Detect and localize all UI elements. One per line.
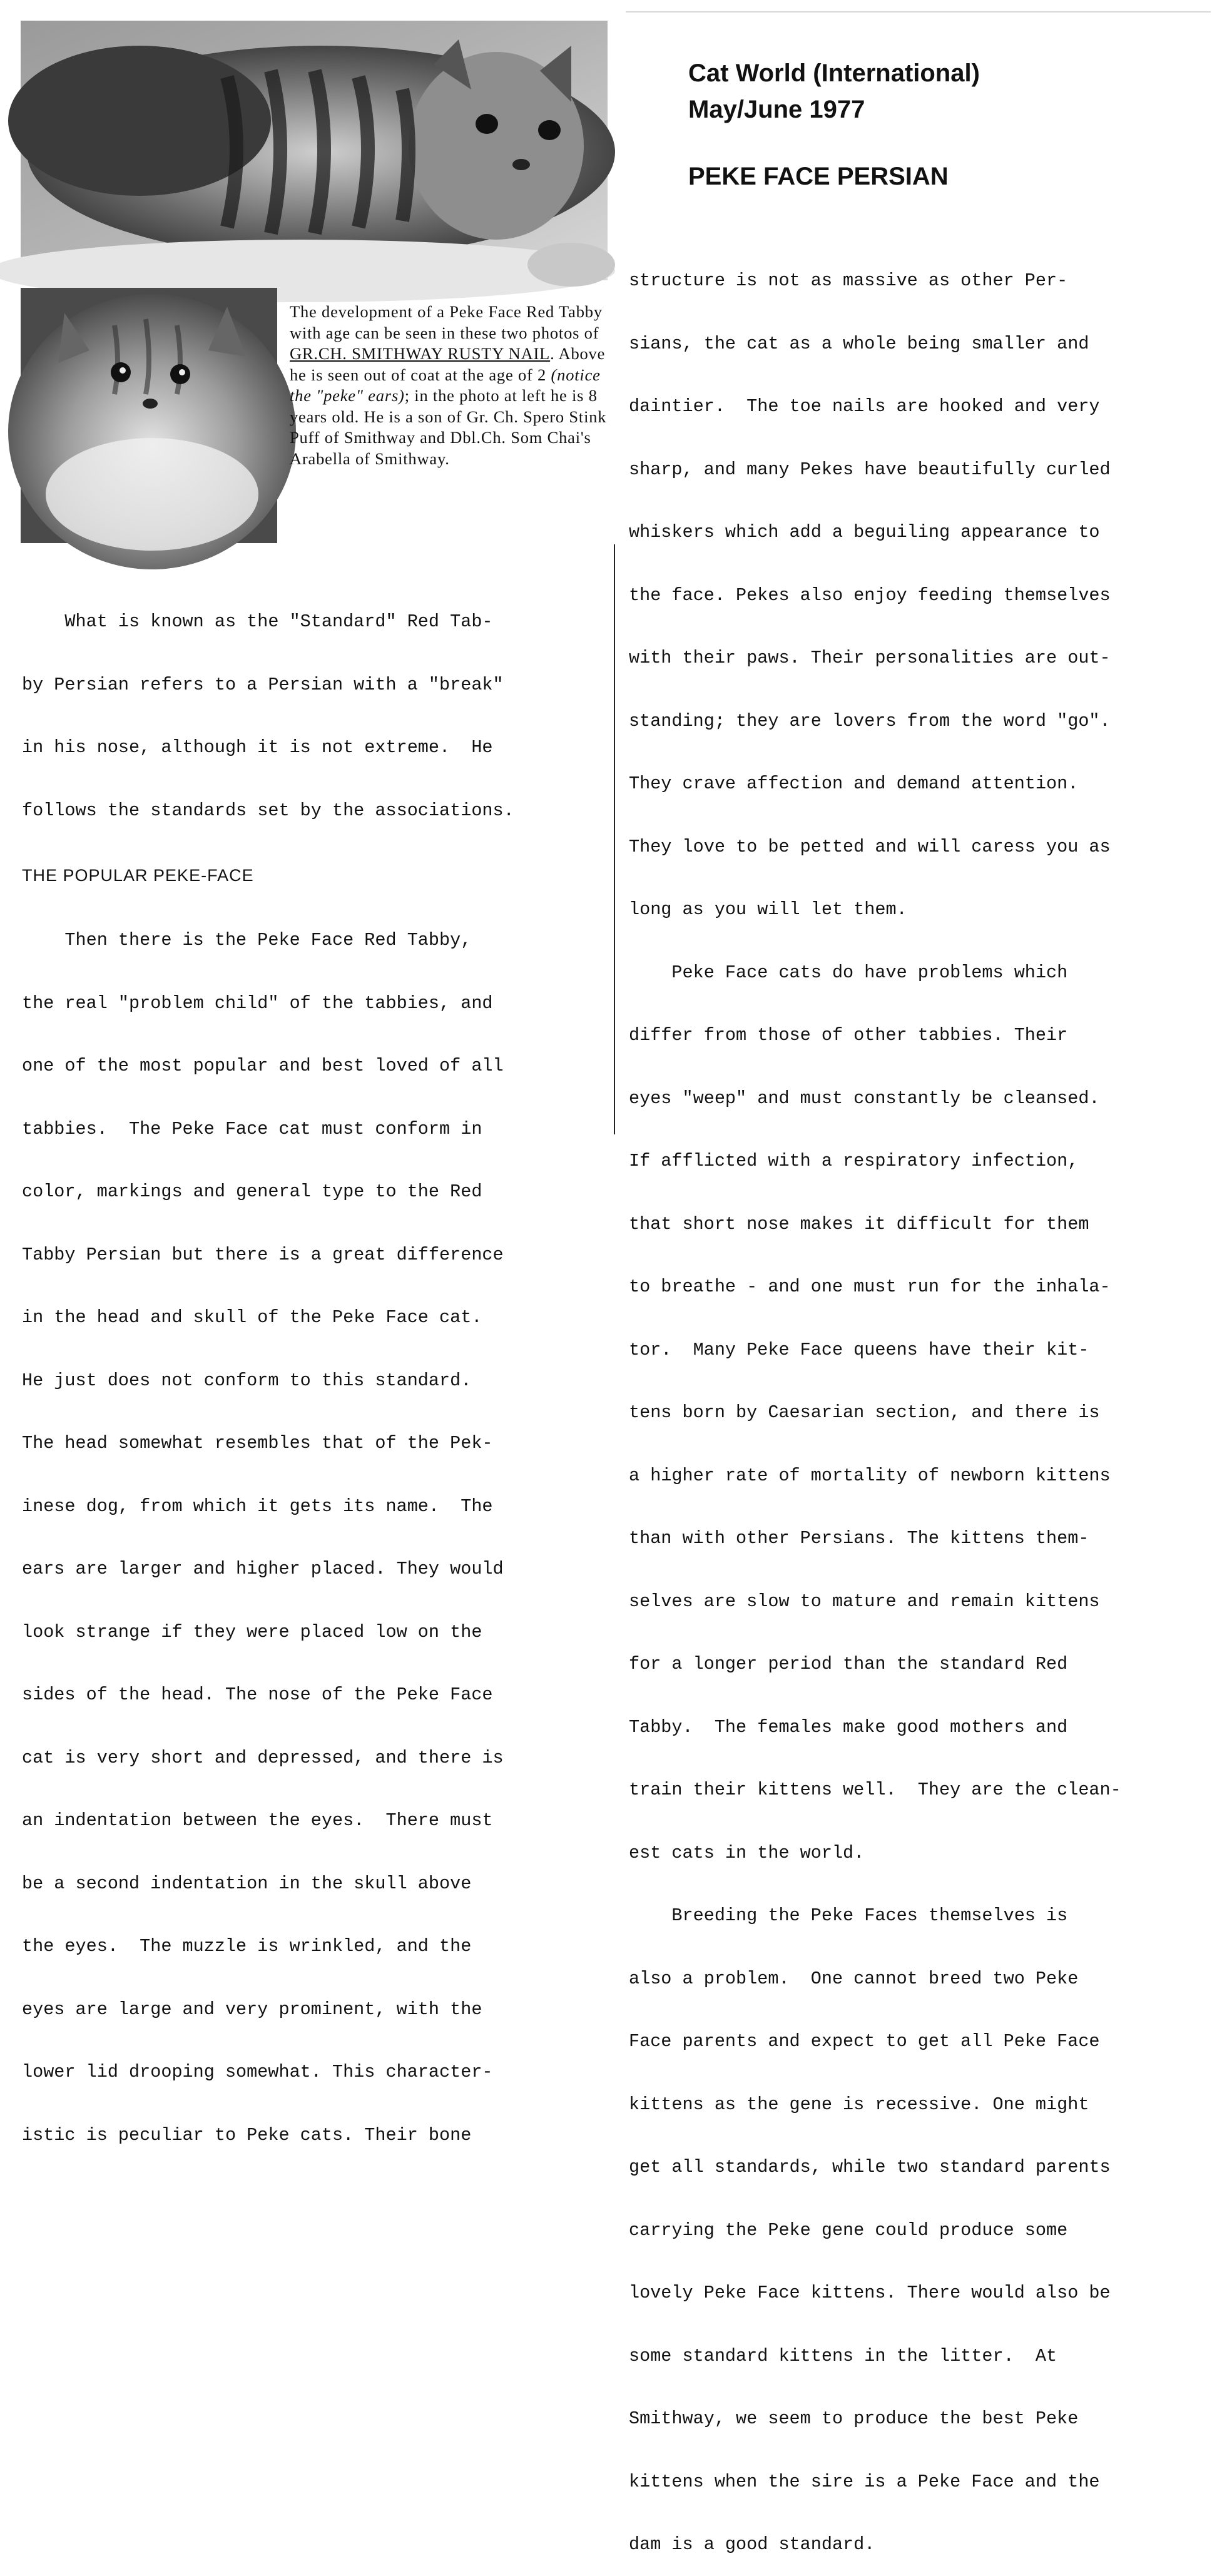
body-line: the eyes. The muzzle is wrinkled, and the (22, 1936, 472, 1957)
cat-photo-adult-image (21, 21, 608, 280)
body-line: istic is peculiar to Peke cats. Their bone (22, 2124, 472, 2146)
body-line: by Persian refers to a Persian with a "break" (22, 674, 504, 695)
body-line: sides of the head. The nose of the Peke Face (22, 1684, 493, 1705)
body-line: est cats in the world. (629, 1842, 865, 1863)
column-divider (614, 544, 615, 1134)
body-line: kittens when the sire is a Peke Face and the (629, 2471, 1100, 2492)
body-line: tor. Many Peke Face queens have their kit- (629, 1339, 1089, 1360)
body-line: Tabby Persian but there is a great difference (22, 1244, 504, 1265)
article-header (688, 55, 980, 191)
caption-cat-name: GR.CH. SMITHWAY RUSTY NAIL (290, 344, 551, 363)
body-line: They crave affection and demand attention. (629, 773, 1079, 794)
body-line: color, markings and general type to the Red (22, 1181, 482, 1202)
body-line: They love to be petted and will caress you as (629, 836, 1111, 857)
body-line: selves are slow to mature and remain kittens (629, 1591, 1100, 1612)
caption-italic-note: (notice the "peke" ears) (290, 365, 601, 405)
body-line: eyes are large and very prominent, with the (22, 1998, 482, 2020)
right-column (629, 228, 1121, 2576)
body-line: follows the standards set by the associations. (22, 800, 514, 821)
body-line: cat is very short and depressed, and there is (22, 1747, 504, 1768)
body-line: If afflicted with a respiratory infection, (629, 1151, 1079, 1171)
body-line: sharp, and many Pekes have beautifully curled (629, 459, 1111, 480)
body-line: Face parents and expect to get all Peke Face (629, 2031, 1100, 2052)
body-line: Tabby. The females make good mothers and (629, 1716, 1068, 1738)
section-subhead: THE POPULAR PEKE-FACE (22, 866, 254, 885)
body-line: in his nose, although it is not extreme. He (22, 737, 493, 758)
left-column (22, 569, 514, 2167)
body-line: than with other Persians. The kittens them- (629, 1528, 1089, 1549)
body-line: the face. Pekes also enjoy feeding themselves (629, 584, 1111, 606)
body-line: long as you will let them. (629, 899, 907, 920)
body-line: in the head and skull of the Peke Face cat. (22, 1307, 482, 1328)
body-line: kittens as the gene is recessive. One might (629, 2094, 1089, 2115)
body-line: whiskers which add a beguiling appearance to (629, 522, 1100, 542)
magazine-name: Cat World (International) (688, 59, 980, 87)
body-line: eyes "weep" and must constantly be cleansed. (629, 1087, 1100, 1109)
body-line: carrying the Peke gene could produce some (629, 2219, 1068, 2241)
body-line: lower lid drooping somewhat. This character- (22, 2062, 493, 2082)
body-line: tabbies. The Peke Face cat must conform in (22, 1118, 482, 1139)
body-line: Breeding the Peke Faces themselves is (629, 1905, 1068, 1926)
photo-caption (290, 302, 608, 469)
body-line: inese dog, from which it gets its name. The (22, 1495, 493, 1517)
body-line: to breathe - and one must run for the inhala- (629, 1276, 1111, 1297)
body-line: Peke Face cats do have problems which (629, 962, 1068, 983)
body-line: lovely Peke Face kittens. There would also be (629, 2283, 1111, 2303)
body-line: The head somewhat resembles that of the Pek- (22, 1433, 493, 1453)
body-line: dam is a good standard. (629, 2534, 875, 2555)
cat-photo-older (21, 288, 277, 543)
body-line: What is known as the "Standard" Red Tab- (22, 611, 493, 632)
caption-text-2: . Above he is seen out of coat at the age of 2 (290, 344, 606, 384)
body-line: that short nose makes it difficult for them (629, 1213, 1089, 1235)
body-line: tens born by Caesarian section, and there is (629, 1402, 1100, 1423)
body-line: for a longer period than the standard Red (629, 1654, 1068, 1674)
body-line: with their paws. Their personalities are out- (629, 648, 1111, 668)
body-line: Then there is the Peke Face Red Tabby, (22, 930, 472, 950)
cat-photo-adult (21, 21, 608, 280)
body-line: structure is not as massive as other Per- (629, 270, 1068, 291)
body-line: Smithway, we seem to produce the best Peke (629, 2408, 1079, 2429)
caption-text-3: ; in the photo at left he is 8 years old. He is a son of Gr. Ch. Spero Stink Puff of Smithway and Dbl.Ch. Som Chai's Arabella of Smithway. (290, 386, 607, 468)
body-line: daintier. The toe nails are hooked and very (629, 396, 1100, 417)
body-line: He just does not conform to this standard. (22, 1370, 472, 1391)
body-line: an indentation between the eyes. There must (22, 1810, 493, 1831)
caption-text-1: The development of a Peke Face Red Tabby with age can be seen in these two photos of (290, 302, 603, 342)
body-line: get all standards, while two standard parents (629, 2157, 1111, 2177)
body-line: sians, the cat as a whole being smaller and (629, 333, 1089, 354)
issue-date: May/June 1977 (688, 96, 865, 123)
body-line: also a problem. One cannot breed two Peke (629, 1968, 1079, 1989)
article-title: PEKE FACE PERSIAN (688, 163, 949, 190)
body-line: some standard kittens in the litter. At (629, 2345, 1057, 2366)
body-line: a higher rate of mortality of newborn kittens (629, 1465, 1111, 1486)
body-line: standing; they are lovers from the word "go". (629, 710, 1111, 731)
body-line: be a second indentation in the skull above (22, 1873, 472, 1894)
body-line: differ from those of other tabbies. Their (629, 1025, 1068, 1046)
body-line: look strange if they were placed low on the (22, 1621, 482, 1642)
body-line: the real "problem child" of the tabbies, and (22, 992, 493, 1014)
body-line: ears are larger and higher placed. They would (22, 1559, 504, 1579)
body-line: one of the most popular and best loved of all (22, 1056, 504, 1076)
top-rule (626, 11, 1211, 13)
body-line: train their kittens well. They are the clean- (629, 1779, 1121, 1800)
cat-photo-older-image (21, 288, 277, 543)
